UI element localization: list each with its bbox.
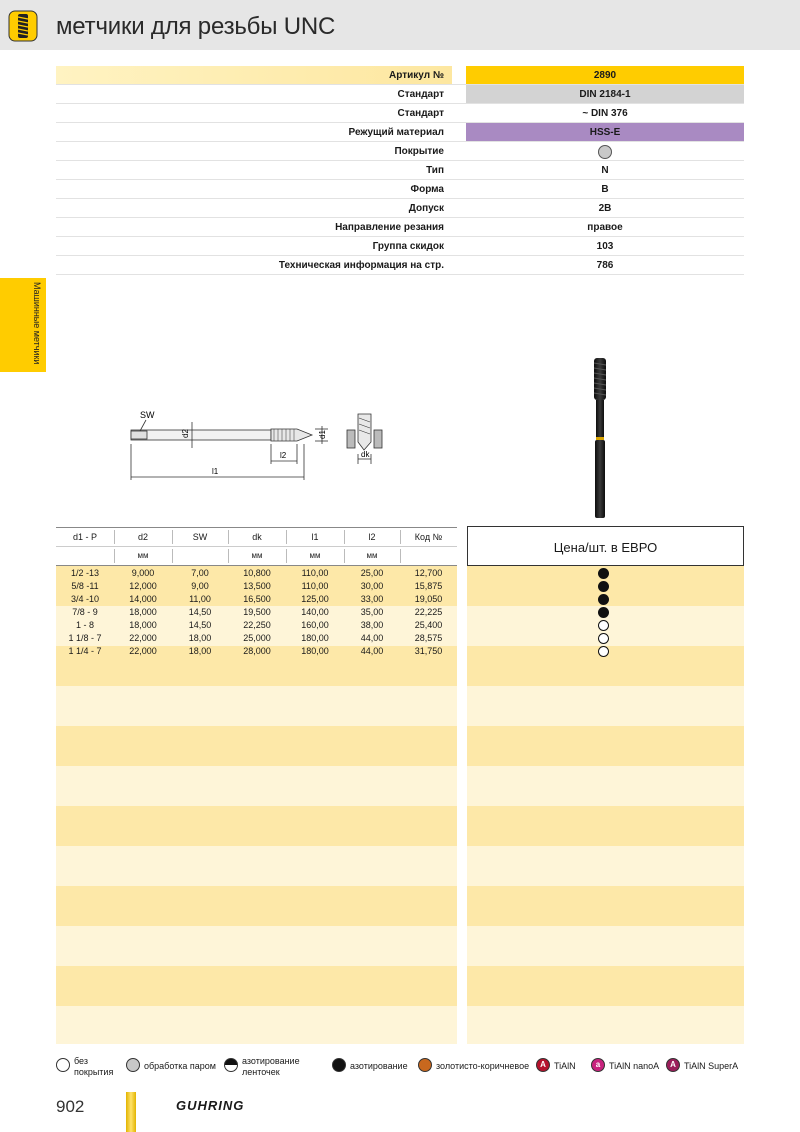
table-row-band <box>467 846 744 886</box>
table-cell: 30,00 <box>360 581 384 591</box>
coating-steam-icon <box>126 1058 140 1072</box>
availability-icon <box>598 620 609 631</box>
table-cell: 3/4 -10 <box>70 594 100 604</box>
table-cell: 10,800 <box>243 568 271 578</box>
table-row-band <box>56 806 457 846</box>
spec-value: правое <box>587 222 623 233</box>
column-divider <box>344 549 345 563</box>
column-header: d1 - P <box>72 532 97 542</box>
table-cell: 7/8 - 9 <box>72 607 98 617</box>
column-divider <box>286 530 287 544</box>
table-cell: 14,50 <box>188 620 212 630</box>
spec-label: Направление резания <box>335 222 444 233</box>
coating-steam-icon <box>598 145 612 159</box>
table-cell: 9,000 <box>131 568 155 578</box>
table-cell: 14,50 <box>188 607 212 617</box>
column-header: l1 <box>311 532 319 542</box>
spec-value: N <box>601 165 609 176</box>
table-cell: 180,00 <box>301 646 329 656</box>
page-number: 902 <box>56 1097 85 1116</box>
table-row-band <box>56 766 457 806</box>
table-row-band <box>467 926 744 966</box>
table-cell: 22,000 <box>129 646 157 656</box>
spec-label: Допуск <box>408 203 444 214</box>
table-row-band <box>467 806 744 846</box>
table-row[interactable] <box>56 632 457 645</box>
spec-label: Стандарт <box>397 108 444 119</box>
table-units-row <box>56 547 457 565</box>
table-row-band <box>56 1006 457 1044</box>
spec-value: 2B <box>598 203 612 214</box>
availability-icon <box>598 581 609 592</box>
spec-row <box>56 85 744 104</box>
column-divider <box>286 549 287 563</box>
table-cell: 125,00 <box>301 594 329 604</box>
column-unit: мм <box>137 551 149 560</box>
table-cell: 18,00 <box>188 646 212 656</box>
table-cell: 22,225 <box>414 607 443 617</box>
table-cell: 9,00 <box>191 581 209 591</box>
coating-half-icon <box>224 1058 238 1072</box>
legend-label: TiAlN nanoA <box>609 1061 660 1071</box>
table-cell: 33,00 <box>360 594 384 604</box>
column-divider <box>228 530 229 544</box>
page-title: метчики для резьбы UNC <box>56 13 336 40</box>
table-cell: 44,00 <box>360 633 384 643</box>
table-header-row <box>56 528 457 546</box>
table-cell: 25,00 <box>360 568 384 578</box>
table-cell: 140,00 <box>301 607 329 617</box>
table-cell: 22,250 <box>243 620 271 630</box>
tap-dimension-drawing <box>122 402 392 492</box>
table-cell: 28,000 <box>243 646 271 656</box>
table-cell: 1 1/8 - 7 <box>68 633 102 643</box>
table-cell: 18,000 <box>129 607 157 617</box>
table-cell: 19,050 <box>414 594 443 604</box>
spec-value: HSS-E <box>466 123 744 142</box>
table-row[interactable] <box>56 645 457 658</box>
spec-label: Режущий материал <box>348 127 444 138</box>
column-header: SW <box>192 532 208 542</box>
table-cell: 5/8 -11 <box>71 581 99 591</box>
side-section-tab[interactable] <box>0 278 46 372</box>
table-cell: 25,000 <box>243 633 271 643</box>
price-header <box>467 526 744 566</box>
table-cell: 110,00 <box>301 568 329 578</box>
brand-logo: GUHRING <box>176 1098 245 1113</box>
table-cell: 28,575 <box>414 633 443 643</box>
table-cell: 1 - 8 <box>75 620 94 630</box>
spec-row <box>56 161 744 180</box>
column-header: l2 <box>368 532 376 542</box>
table-cell: 38,00 <box>360 620 384 630</box>
spec-row <box>56 256 744 275</box>
table-row-band <box>56 966 457 1006</box>
availability-icon <box>598 594 609 605</box>
table-cell: 31,750 <box>414 646 443 656</box>
table-cell: 19,500 <box>243 607 271 617</box>
column-divider <box>114 549 115 563</box>
spec-row-divider <box>56 274 744 275</box>
legend-label: TiAlN <box>554 1061 576 1071</box>
table-cell: 1/2 -13 <box>70 568 100 578</box>
spec-row <box>56 199 744 218</box>
label-l1: l1 <box>212 467 219 476</box>
label-d1: d1 <box>318 430 327 439</box>
table-row-band <box>467 1006 744 1044</box>
spec-row <box>56 66 744 85</box>
table-row-band <box>467 886 744 926</box>
tap-product-image <box>585 355 615 520</box>
column-unit <box>400 547 457 565</box>
spec-row <box>56 218 744 237</box>
spec-label: Форма <box>410 184 444 195</box>
spec-value: 2890 <box>466 66 744 85</box>
spec-label: Техническая информация на стр. <box>278 260 444 271</box>
table-row-band <box>56 846 457 886</box>
column-header: Код № <box>414 532 443 542</box>
spec-row <box>56 123 744 142</box>
label-l2: l2 <box>280 451 287 460</box>
table-row[interactable] <box>56 593 457 606</box>
price-header-label: Цена/шт. в ЕВРО <box>553 540 658 555</box>
tap-logo-icon <box>8 10 38 42</box>
coating-legend <box>56 1054 756 1078</box>
table-cell: 12,000 <box>129 581 157 591</box>
spec-label: Покрытие <box>394 146 444 157</box>
spec-value: B <box>601 184 609 195</box>
column-divider <box>114 530 115 544</box>
table-row-band <box>56 926 457 966</box>
table-cell: 180,00 <box>301 633 329 643</box>
table-cell: 22,000 <box>129 633 157 643</box>
column-divider <box>400 549 401 563</box>
spec-label: Стандарт <box>397 89 444 100</box>
coating-brown-icon <box>418 1058 432 1072</box>
table-cell: 1 1/4 - 7 <box>68 646 102 656</box>
column-divider <box>228 549 229 563</box>
coating-none-icon <box>56 1058 70 1072</box>
table-row-band <box>467 726 744 766</box>
spec-value: DIN 2184-1 <box>466 85 744 104</box>
coating-black-icon <box>332 1058 346 1072</box>
table-cell: 160,00 <box>301 620 329 630</box>
spec-label: Группа скидок <box>372 241 444 252</box>
table-cell: 7,00 <box>191 568 209 578</box>
table-row-band <box>467 966 744 1006</box>
table-row[interactable] <box>56 619 457 632</box>
spec-label: Тип <box>426 165 444 176</box>
legend-label: азотирование ленточек <box>242 1056 300 1077</box>
column-unit <box>56 547 114 565</box>
availability-icon <box>598 633 609 644</box>
page-header <box>0 0 800 50</box>
spec-value: 786 <box>596 260 614 271</box>
spec-label: Артикул № <box>56 66 452 85</box>
spec-row <box>56 142 744 161</box>
table-row-band <box>467 686 744 726</box>
coating-tialn-icon <box>536 1058 550 1072</box>
table-row-band <box>56 686 457 726</box>
table-cell: 11,00 <box>189 594 211 604</box>
table-row[interactable] <box>56 567 457 580</box>
column-divider <box>172 549 173 563</box>
table-cell: 16,500 <box>243 594 271 604</box>
legend-label: TiAlN SuperA <box>684 1061 739 1071</box>
label-sw: SW <box>140 410 155 420</box>
table-row-band <box>56 726 457 766</box>
table-row-band <box>56 886 457 926</box>
column-divider <box>172 530 173 544</box>
coating-super-icon <box>666 1058 680 1072</box>
column-unit: мм <box>251 551 263 560</box>
legend-letter: A <box>540 1060 546 1069</box>
table-cell: 25,400 <box>414 620 443 630</box>
table-cell: 15,875 <box>414 581 443 591</box>
label-d2: d2 <box>181 429 190 438</box>
legend-letter: a <box>595 1060 601 1069</box>
availability-icon <box>598 646 609 657</box>
footer-accent-bar <box>126 1092 136 1132</box>
column-unit: мм <box>309 551 321 560</box>
column-divider <box>344 530 345 544</box>
table-row[interactable] <box>56 580 457 593</box>
legend-label: золотисто-коричневое <box>436 1061 530 1071</box>
availability-icon <box>598 607 609 618</box>
spec-value: ~ DIN 376 <box>582 108 628 119</box>
label-dk: dk <box>361 450 370 459</box>
column-unit <box>172 547 228 565</box>
table-cell: 110,00 <box>301 581 329 591</box>
column-header: d2 <box>137 532 148 542</box>
table-cell: 18,00 <box>188 633 212 643</box>
table-cell: 44,00 <box>360 646 384 656</box>
spec-value <box>466 142 744 161</box>
side-tab-label: Машинные метчики <box>32 282 42 365</box>
legend-label: обработка паром <box>144 1061 216 1071</box>
legend-letter: A <box>670 1060 676 1069</box>
table-cell: 13,500 <box>243 581 271 591</box>
table-cell: 14,000 <box>129 594 157 604</box>
table-row-band <box>467 766 744 806</box>
column-unit: мм <box>366 551 378 560</box>
table-cell: 35,00 <box>360 607 384 617</box>
legend-label: без покрытия <box>74 1056 114 1077</box>
legend-label: азотирование <box>350 1061 408 1071</box>
availability-icon <box>598 568 609 579</box>
spec-row <box>56 237 744 256</box>
spec-row <box>56 180 744 199</box>
spec-row <box>56 104 744 123</box>
table-cell: 12,700 <box>414 568 443 578</box>
column-header: dk <box>252 532 262 542</box>
spec-value: 103 <box>596 241 614 252</box>
coating-nano-icon <box>591 1058 605 1072</box>
column-divider <box>400 530 401 544</box>
table-cell: 18,000 <box>129 620 157 630</box>
table-row[interactable] <box>56 606 457 619</box>
